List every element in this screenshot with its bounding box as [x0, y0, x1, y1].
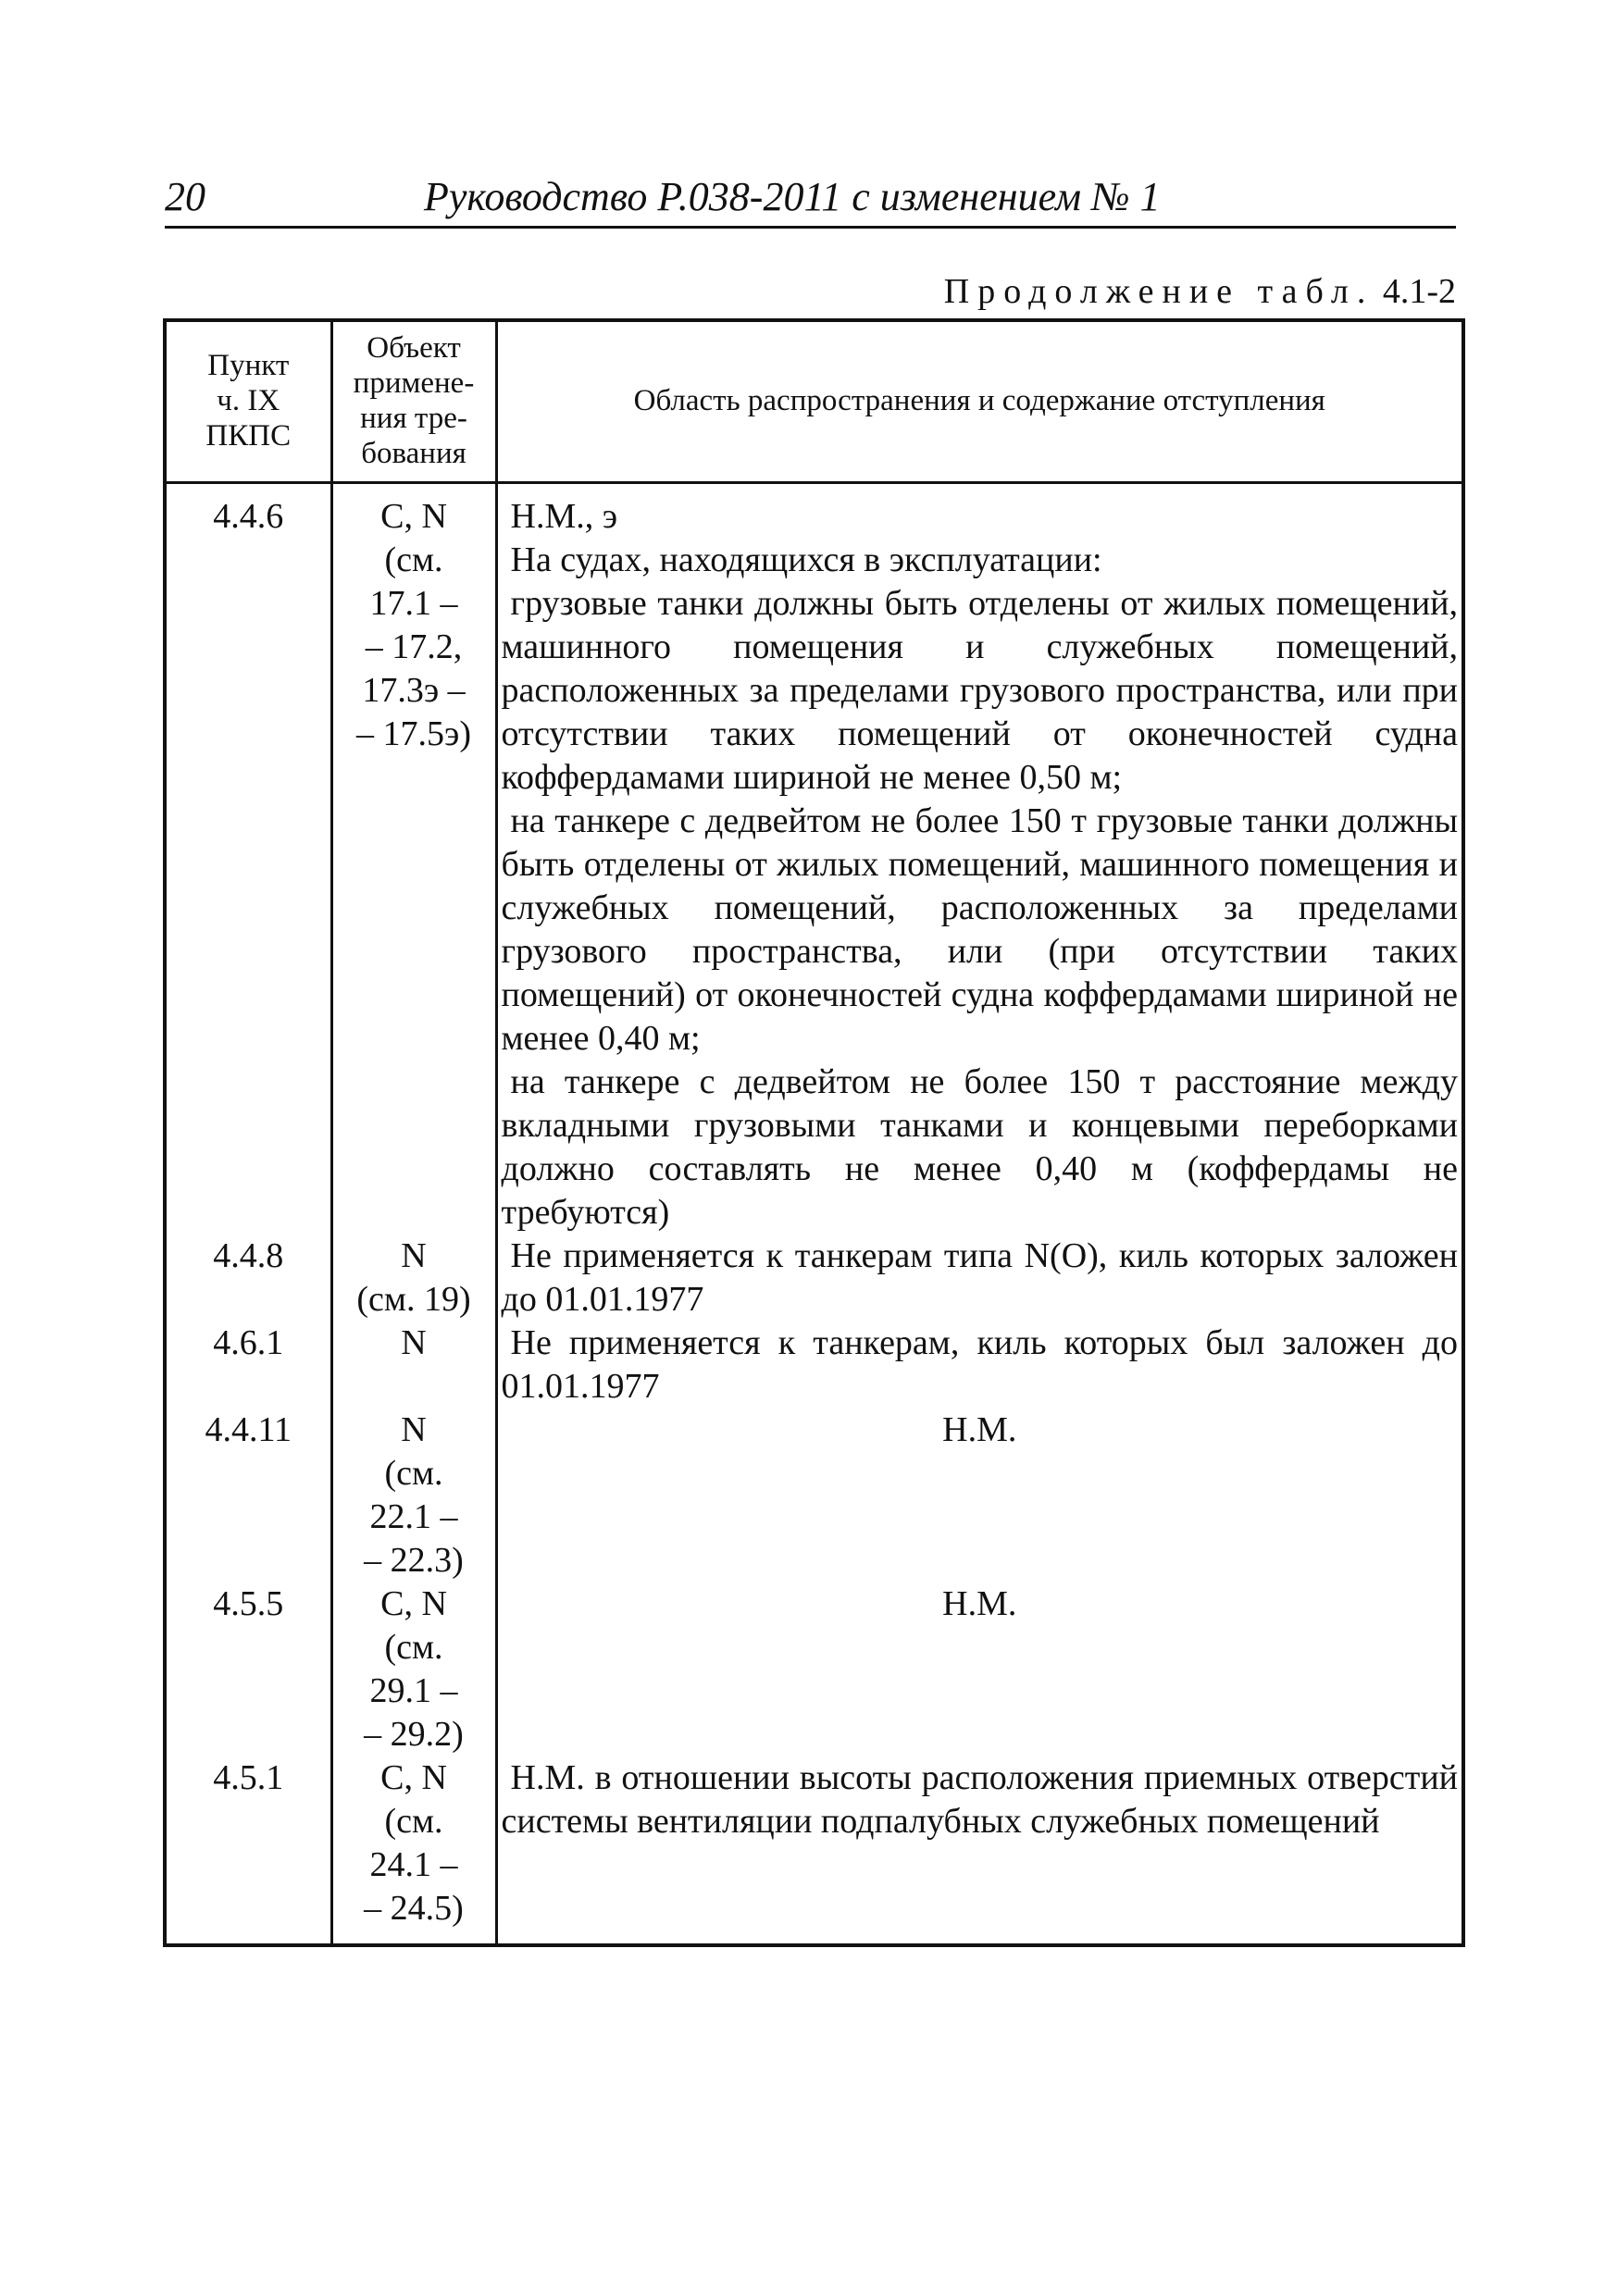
cell-object: [331, 1756, 496, 1945]
object-line: 29.1 –: [369, 1671, 458, 1710]
object-line: N: [401, 1410, 427, 1449]
caption-label: Продолжение табл.: [943, 272, 1374, 311]
object-line: – 17.5э): [356, 714, 471, 753]
table-row: [165, 1756, 1463, 1945]
cell-content: [496, 1322, 1463, 1409]
header-line: Область распространения и содержание отступления: [633, 384, 1325, 417]
header-line: ния тре-: [360, 402, 467, 435]
column-header-scope: [496, 320, 1463, 483]
running-title: Руководство Р.038-2011 с изменением № 1: [424, 174, 1161, 219]
cell-point: 4.4.11: [165, 1409, 331, 1582]
page-header: [165, 172, 1456, 229]
cell-object: [331, 1235, 496, 1322]
page-number: 20: [165, 174, 205, 219]
cell-point: 4.4.8: [165, 1235, 331, 1322]
object-line: (см.: [384, 540, 443, 579]
cell-content: [496, 1582, 1463, 1756]
content-paragraph: Не применяется к танкерам, киль которых был заложен до 01.01.1977: [501, 1323, 1458, 1406]
cell-object: [331, 1409, 496, 1582]
content-paragraph: На судах, находящихся в эксплуатации:: [510, 540, 1102, 579]
table-row: [165, 1409, 1463, 1582]
object-line: – 24.5): [364, 1889, 464, 1928]
object-line: C, N: [380, 497, 447, 536]
content-paragraph: Н.М. в отношении высоты расположения приемных отверстий системы вентиляции подпалубных служебных помещений: [501, 1758, 1458, 1841]
header-line: ч. IX: [217, 384, 280, 417]
table-row: [165, 1582, 1463, 1756]
content-centered: Н.М.: [942, 1584, 1017, 1623]
header-line: примене-: [353, 366, 475, 400]
cell-point: 4.5.1: [165, 1756, 331, 1945]
object-line: – 29.2): [364, 1715, 464, 1754]
object-line: 24.1 –: [369, 1845, 458, 1884]
header-line: бования: [361, 437, 466, 470]
object-line: – 22.3): [364, 1541, 464, 1580]
content-paragraph: на танкере с дедвейтом не более 150 т расстояние между вкладными грузовыми танками и концевыми переборками должно составлять не менее 0,40 м (коффердамы не требуются): [501, 1062, 1458, 1232]
cell-content: [496, 1409, 1463, 1582]
object-line: (см. 19): [356, 1280, 471, 1319]
object-line: (см.: [384, 1454, 443, 1493]
object-line: C, N: [380, 1584, 447, 1623]
content-paragraph: Н.М., э: [510, 497, 618, 536]
object-line: C, N: [380, 1758, 447, 1797]
header-line: Пункт: [207, 349, 290, 382]
cell-content: [496, 1235, 1463, 1322]
caption-number: 4.1-2: [1382, 272, 1456, 311]
object-line: 22.1 –: [369, 1497, 458, 1536]
cell-point: 4.5.5: [165, 1582, 331, 1756]
table-row: [165, 483, 1463, 1235]
cell-content: [496, 483, 1463, 1235]
cell-object: [331, 483, 496, 1235]
content-paragraph: Не применяется к танкерам типа N(O), киль которых заложен до 01.01.1977: [501, 1236, 1458, 1319]
object-line: N: [401, 1236, 427, 1275]
object-line: 17.3э –: [362, 671, 466, 710]
header-line: Объект: [367, 331, 461, 365]
cell-point: 4.4.6: [165, 483, 331, 1235]
table-caption: [944, 270, 1456, 313]
cell-point: 4.6.1: [165, 1322, 331, 1409]
cell-object: [331, 1322, 496, 1409]
content-centered: Н.М.: [942, 1410, 1017, 1449]
object-line: (см.: [384, 1802, 443, 1841]
table-header: [165, 320, 1463, 483]
cell-content: [496, 1756, 1463, 1945]
content-paragraph: на танкере с дедвейтом не более 150 т грузовые танки должны быть отделены от жилых помещений, машинного помещения и служебных помещений, расположенных за пределами грузового пространства, или (при отсутствии таких помещений) от оконечностей судна коффердамами шириной не менее 0,40 м;: [501, 801, 1458, 1058]
object-line: (см.: [384, 1628, 443, 1667]
object-line: – 17.2,: [365, 627, 463, 666]
column-header-point: [165, 320, 331, 483]
object-line: 17.1 –: [369, 584, 458, 623]
header-line: ПКПС: [205, 419, 292, 453]
content-paragraph: грузовые танки должны быть отделены от жилых помещений, машинного помещения и служебных помещений, расположенных за пределами грузового пространства, или при отсутствии таких помещений от оконечностей судна коффердамами шириной не менее 0,50 м;: [501, 584, 1458, 797]
table-row: [165, 1322, 1463, 1409]
deviations-table: [163, 318, 1465, 1947]
column-header-object: [331, 320, 496, 483]
object-line: N: [401, 1323, 427, 1362]
cell-object: [331, 1582, 496, 1756]
table-row: [165, 1235, 1463, 1322]
